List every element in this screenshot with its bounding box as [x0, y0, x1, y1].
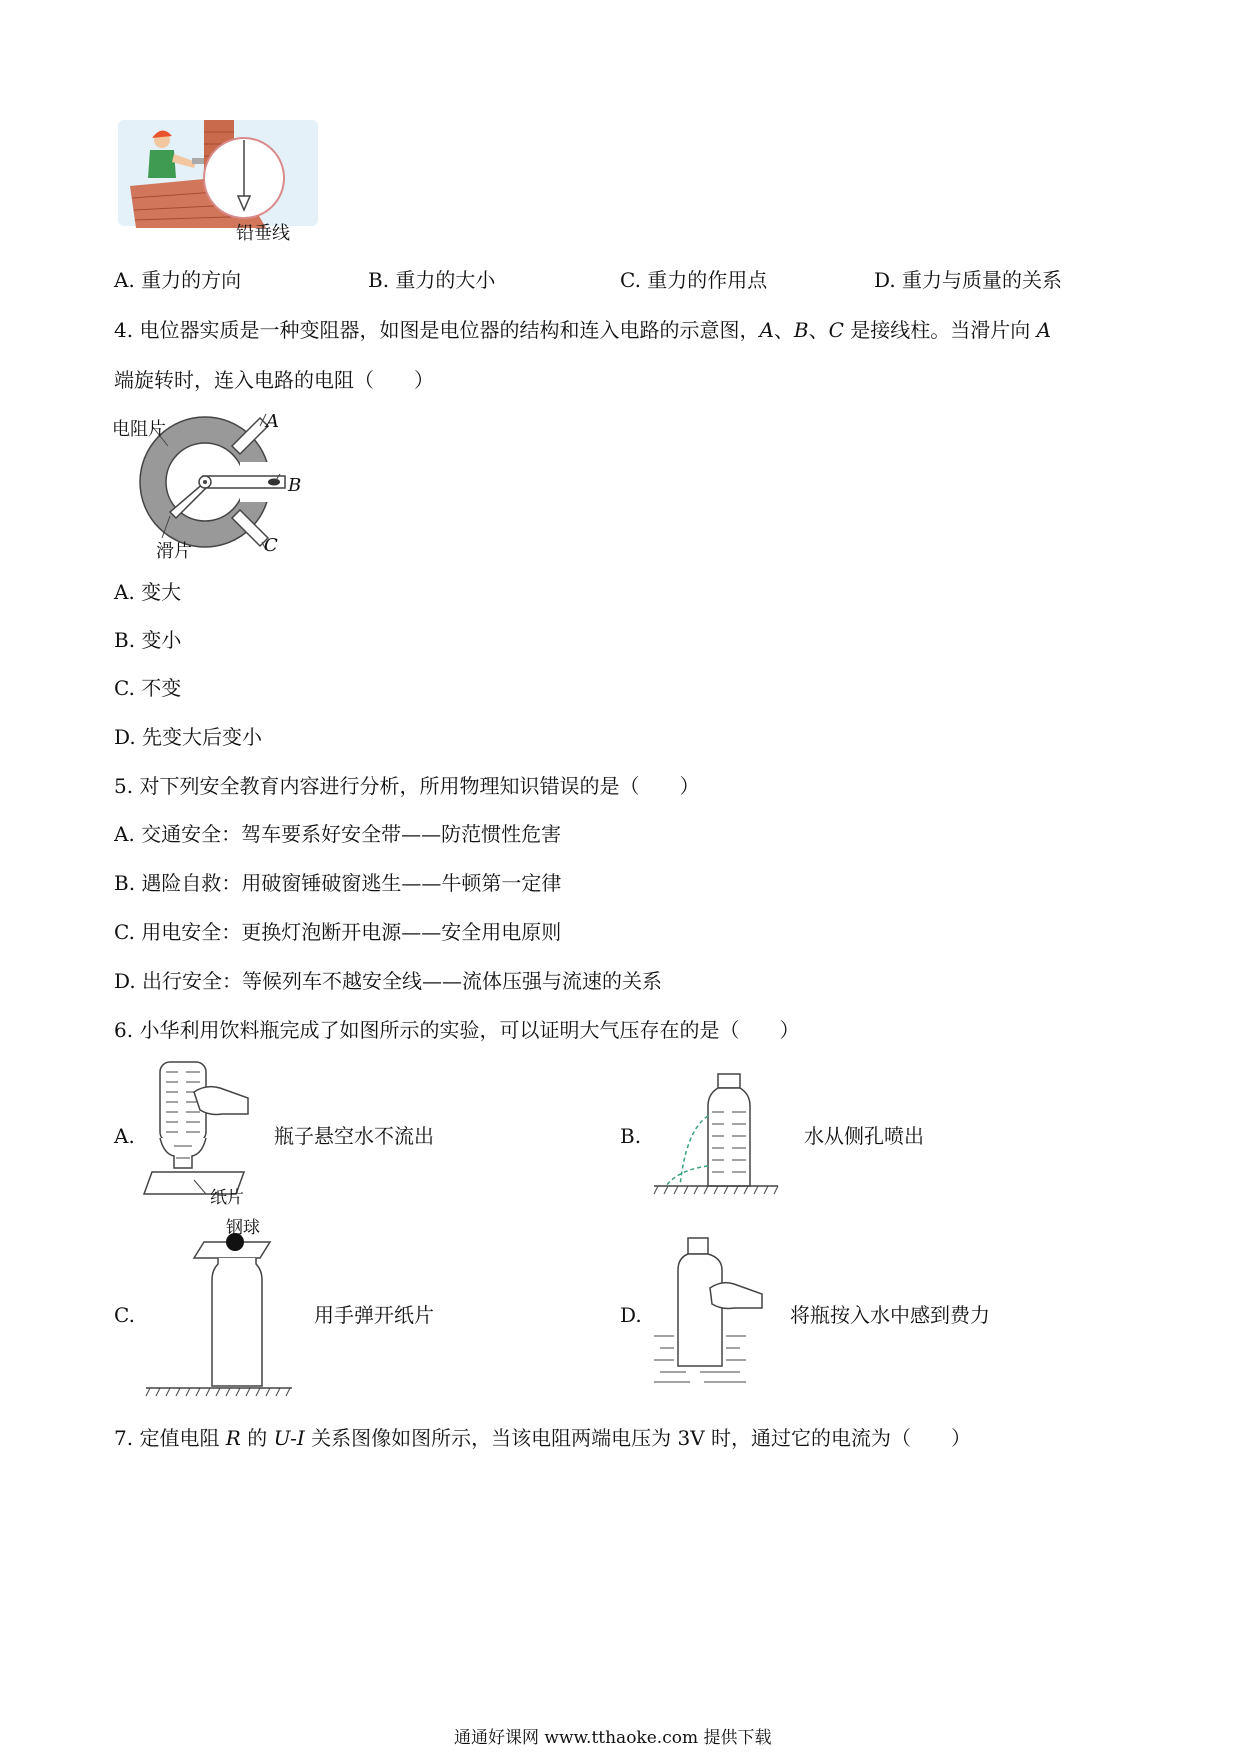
q4-stem-line2: 端旋转时，连入电路的电阻（ ）: [114, 368, 434, 392]
terminal-b-ref: B: [793, 318, 809, 342]
u-i-symbol: U-I: [273, 1426, 305, 1450]
q7-stem: [114, 1426, 971, 1450]
terminal-b-label: B: [288, 475, 302, 496]
terminal-a-ref: A: [1036, 318, 1052, 342]
terminal-c-ref: C: [828, 318, 844, 342]
paper-label: 纸片: [210, 1188, 244, 1208]
q7-stem-text: 7. 定值电阻: [114, 1426, 226, 1450]
q4-separator: 、: [773, 318, 794, 342]
q7-stem-text: 关系图像如图所示，当该电阻两端电压为 3V 时，通过它的电流为（ ）: [304, 1426, 971, 1450]
q4-stem-text: 4. 电位器实质是一种变阻器，如图是电位器的结构和连入电路的示意图，: [114, 318, 760, 342]
q6-option-a-text: 瓶子悬空水不流出: [274, 1124, 434, 1148]
q6-option-c-text: 用手弹开纸片: [314, 1303, 434, 1327]
q4-option-b: B. 变小: [114, 628, 182, 652]
bottle-card-ball-figure: [142, 1240, 302, 1400]
resistor-label: 电阻片: [112, 419, 166, 440]
q6-stem: 6. 小华利用饮料瓶完成了如图所示的实验，可以证明大气压存在的是（ ）: [114, 1018, 800, 1042]
terminal-c-label: C: [264, 535, 278, 556]
q4-option-a: A. 变大: [114, 580, 182, 604]
bottle-in-water-figure: [650, 1236, 780, 1386]
q3-option-c: C. 重力的作用点: [620, 268, 768, 292]
q5-stem: 5. 对下列安全教育内容进行分析，所用物理知识错误的是（ ）: [114, 774, 700, 798]
steel-ball-label: 钢球: [226, 1218, 260, 1238]
q4-option-c: C. 不变: [114, 676, 182, 700]
q7-stem-text: 的: [240, 1426, 274, 1450]
q6-option-a-letter: A.: [114, 1124, 135, 1148]
plumb-line-figure: [116, 116, 326, 241]
q4-stem-text: 是接线柱。当滑片向: [843, 318, 1037, 342]
terminal-a-label: A: [266, 411, 279, 432]
q3-option-d: D. 重力与质量的关系: [874, 268, 1063, 292]
q5-option-a: A. 交通安全：驾车要系好安全带——防范惯性危害: [114, 822, 562, 846]
bottle-side-holes-figure: [652, 1070, 782, 1200]
q6-option-c-letter: C.: [114, 1303, 135, 1327]
q6-option-b-text: 水从侧孔喷出: [804, 1124, 924, 1148]
q5-option-c: C. 用电安全：更换灯泡断开电源——安全用电原则: [114, 920, 562, 944]
plumb-line-label: 铅垂线: [236, 223, 290, 244]
slider-label: 滑片: [156, 541, 192, 562]
q4-stem-line1: [114, 318, 1051, 342]
q4-option-d: D. 先变大后变小: [114, 725, 263, 749]
q4-separator: 、: [808, 318, 829, 342]
q5-option-b: B. 遇险自救：用破窗锤破窗逃生——牛顿第一定律: [114, 871, 562, 895]
resistor-symbol: R: [225, 1426, 241, 1450]
q6-option-d-text: 将瓶按入水中感到费力: [790, 1303, 990, 1327]
page-footer: 通通好课网 www.tthaoke.com 提供下载: [454, 1728, 772, 1748]
q5-option-d: D. 出行安全：等候列车不越安全线——流体压强与流速的关系: [114, 969, 663, 993]
q3-option-b: B. 重力的大小: [368, 268, 496, 292]
q6-option-d-letter: D.: [620, 1303, 642, 1327]
q3-option-a: A. 重力的方向: [114, 268, 242, 292]
q6-option-b-letter: B.: [620, 1124, 642, 1148]
terminal-a-ref: A: [759, 318, 774, 342]
